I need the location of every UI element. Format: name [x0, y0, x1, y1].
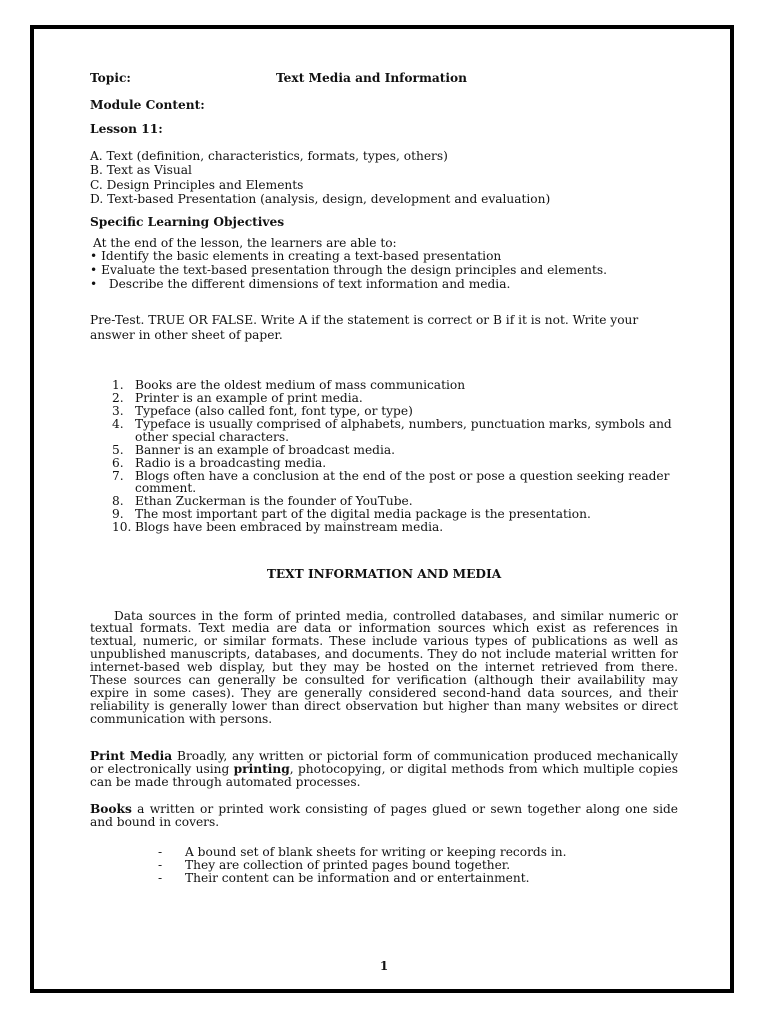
objectives-intro: At the end of the lesson, the learners are able to:: [93, 235, 397, 250]
intro-paragraph: Data sources in the form of printed media, controlled databases, and similar numeric or textual formats. Text media are data or information sources which exist as references in textual, numeric, or similar formats. These include various types of publications as well as unpublished manuscripts, databases, and documents. They do not include material written for internet-based web display, but they may be hosted on the internet retrieved from there. These sources can generally be consulted for verification (although their availability may expire in some cases). They are generally considered second-hand data sources, and their reliability is generally lower than direct observation but higher than many websites or direct communication with persons.: [90, 608, 678, 726]
list-item: - A bound set of blank sheets for writing or keeping records in.: [158, 844, 567, 859]
objective-item: • Describe the different dimensions of text information and media.: [90, 276, 511, 291]
bullet-icon: •: [90, 276, 98, 291]
document-body: [90, 72, 678, 886]
lesson-heading: Lesson 11:: [90, 122, 163, 137]
topic-line: [90, 72, 678, 88]
section-title: TEXT INFORMATION AND MEDIA: [266, 567, 502, 582]
dash-icon: -: [158, 871, 163, 886]
list-item: 5. Banner is an example of broadcast media.: [112, 442, 396, 457]
bullet-icon: •: [90, 249, 98, 264]
objectives-heading: Specific Learning Objectives: [90, 215, 285, 230]
objective-item: • Evaluate the text-based presentation through the design principles and elements.: [90, 263, 608, 278]
lesson-item: B. Text as Visual: [90, 163, 192, 178]
book-points-list: [90, 846, 678, 886]
list-item: 7. Blogs often have a conclusion at the end of the post or pose a question seeking reader comment.: [112, 468, 670, 496]
list-item: 3. Typeface (also called font, font type, or type): [112, 404, 413, 419]
list-item: 10. Blogs have been embraced by mainstream media.: [112, 520, 444, 535]
list-item: - They are collection of printed pages bound together.: [158, 858, 511, 873]
objective-item: • Identify the basic elements in creating a text-based presentation: [90, 249, 502, 264]
dash-icon: -: [158, 844, 163, 859]
lesson-item: D. Text-based Presentation (analysis, design, development and evaluation): [90, 192, 551, 207]
list-item: 8. Ethan Zuckerman is the founder of YouTube.: [112, 494, 413, 509]
books-paragraph: Books a written or printed work consisting of pages glued or sewn together along one side and bound in covers.: [90, 802, 678, 830]
page-number: 1: [379, 959, 389, 973]
list-item: 4. Typeface is usually comprised of alphabets, numbers, punctuation marks, symbols and other special characters.: [112, 416, 672, 444]
list-item: 1. Books are the oldest medium of mass communication: [112, 378, 466, 393]
module-content-heading: Module Content:: [90, 98, 205, 112]
objectives-list: [90, 237, 678, 291]
topic-value: Text Media and Information: [276, 71, 468, 85]
list-item: 2. Printer is an example of print media.: [112, 391, 363, 406]
lesson-list: [90, 149, 678, 207]
pretest-instructions: Pre-Test. TRUE OR FALSE. Write A if the statement is correct or B if it is not. Write your answer in other sheet of paper.: [90, 313, 639, 343]
lesson-item: C. Design Principles and Elements: [90, 177, 304, 192]
dash-icon: -: [158, 858, 163, 873]
list-item: 6. Radio is a broadcasting media.: [112, 455, 327, 470]
true-false-list: [90, 379, 678, 534]
lesson-item: A. Text (definition, characteristics, formats, types, others): [90, 148, 448, 163]
bullet-icon: •: [90, 263, 98, 278]
topic-label: Topic:: [90, 71, 131, 85]
print-media-term: Print Media: [90, 748, 173, 763]
print-media-paragraph: Print Media Broadly, any written or pictorial form of communication produced mechanically or electronically using printing, photocopying, or digital methods from which multiple copies can be made through automated processes.: [90, 748, 679, 790]
list-item: - Their content can be information and or entertainment.: [158, 871, 530, 886]
list-item: 9. The most important part of the digital media package is the presentation.: [112, 507, 591, 522]
books-term: Books: [90, 802, 132, 817]
